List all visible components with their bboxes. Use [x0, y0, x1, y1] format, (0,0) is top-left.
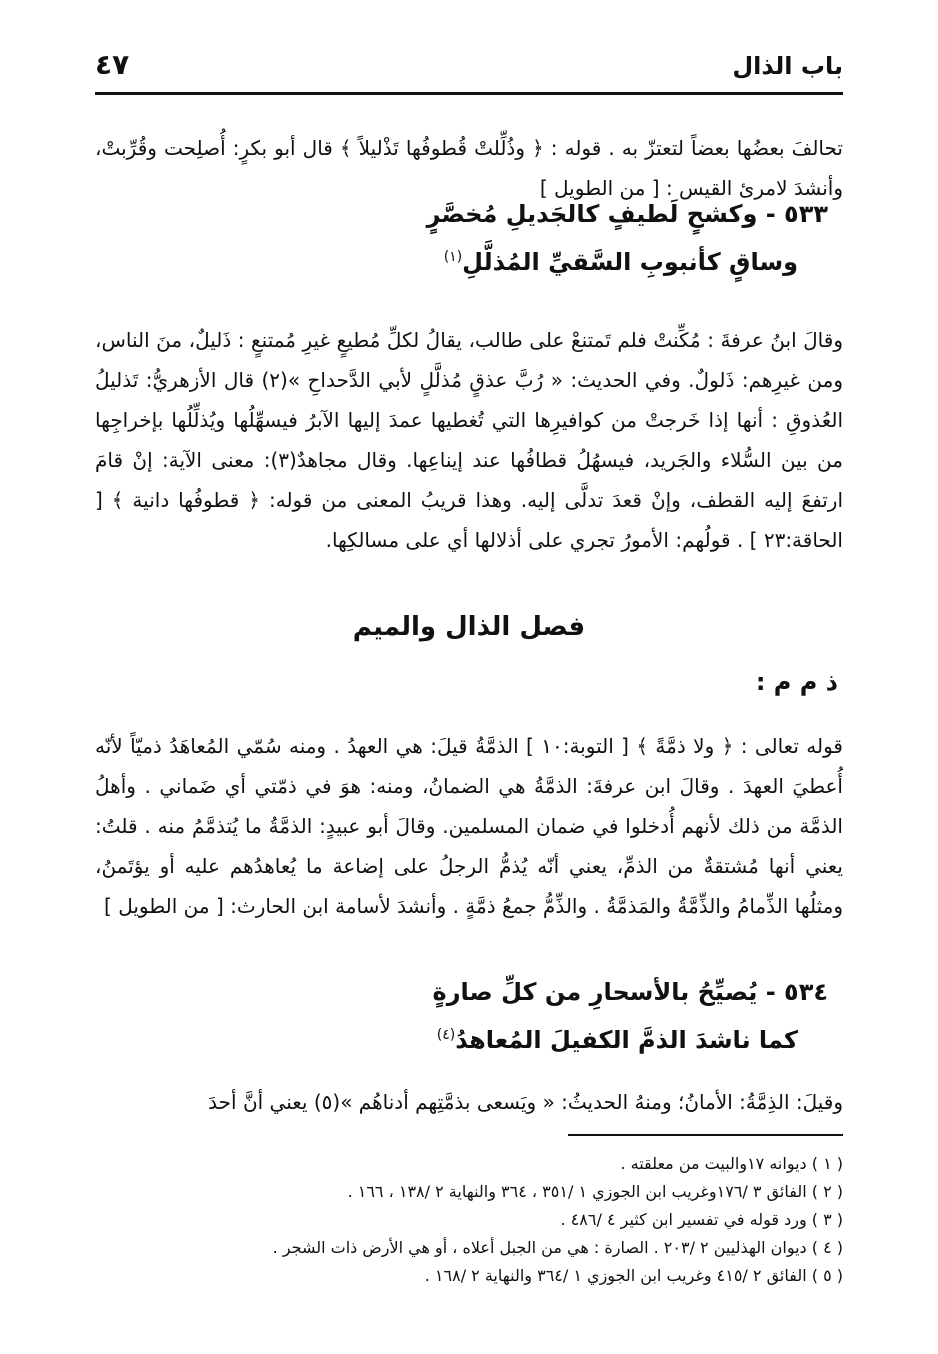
running-title: باب الذال	[732, 52, 843, 80]
verse-534-line-2	[437, 1026, 798, 1054]
header-rule	[95, 92, 843, 95]
verse-534-line-1	[433, 978, 828, 1006]
paragraph-1: تحالفَ بعضُها بعضاً لتعتزّ به . قوله : ﴿ وذُلِّلتْ قُطوفُها تَذْليلاً ﴾ قال أبو بكرٍ: أُصلِحت وقُرِّبتْ، وأنشدَ لامرئ القيس : [ من الطويل ]	[95, 136, 843, 200]
footnote-4: ( ٤ ) ديوان الهذليين ٢ /٢٠٣ . الصارة : هي من الجبل أعلاه ، أو هي الأرض ذات الشجر .	[272, 1238, 843, 1257]
footnote-3: ( ٣ ) ورد قوله في تفسير ابن كثير ٤ /٤٨٦ .	[560, 1210, 843, 1229]
page-header	[95, 40, 843, 90]
footnote-rule	[568, 1134, 843, 1136]
footnote-marker-1: (١)	[443, 249, 463, 265]
verse-533-line-1	[427, 200, 828, 228]
paragraph-3: قوله تعالى : ﴿ ولا ذمَّةً ﴾ [ التوبة:١٠ ] الذمَّةُ قيلَ: هي العهدُ . ومنه سُمّي المُعاهَدُ ذميّاً لأنّه أُعطيَ العهدَ . وقالَ ابن عرفةَ: الذمَّةُ هي الضمانُ، ومنه: هوَ في ذمّتي أي ضَماني . وأهلُ الذمَّة من ذلك لأنهم أُدخلوا في ضمان المسلمين. وقالَ أبو عبيدٍ: الذمَّةُ ما يُتذمَّمُ منه . قلتُ: يعني أنها مُشتقةٌ من الذمِّ، يعني أنّه يُذمُّ الرجلُ على إضاعة ما يُعاهدُهم عليه أو يؤتَمنُ، ومثلُها الذِّمامُ والذِّمَّةُ والمَذمَّةُ . والذِّمُّ جمعُ ذمَّةٍ . وأنشدَ لأسامة ابن الحارث: [ من الطويل ]	[95, 734, 843, 918]
root-entry: ذ م م :	[755, 668, 838, 696]
page-number: ٤٧	[95, 48, 130, 81]
section-heading: فصل الذال والميم	[352, 612, 586, 642]
paragraph-2: وقالَ ابنُ عرفةَ : مُكِّنتْ فلم تَمتنعْ على طالب، يقالُ لكلِّ مُطيعٍ غيرِ مُمتنعٍ : ذَليلٌ، منَ الناس، ومن غيرِهم: ذَلولٌ. وفي الحديث: « رُبَّ عذقٍ مُذلَّلٍ لأبي الدَّحداحِ »(٢) قال الأزهريُّ: تَذليلُ العُذوقِ : أنها إذا خَرجتْ من كوافيرِها التي تُغطيها عمدَ إليها الآبرُ فيسهِّلُها ويُذلِّلُها بإخراجِها من بين السُّلاء والجَريد، فيسهُلُ قطافُها عند إيناعِها. وقال مجاهدٌ(٣): معنى الآية: إنْ قامَ ارتفعَ إليه القطف، وإنْ قعدَ تدلَّى إليه. وهذا قريبُ المعنى من قوله: ﴿ قطوفُها دانية ﴾ [ الحاقة:٢٣ ] . قولُهم: الأمورُ تجري على أذلالها أي على مسالكِها.	[95, 328, 844, 552]
footnote-1: ( ١ ) ديوانه ١٧والبيت من معلقته .	[620, 1154, 843, 1173]
footnote-5: ( ٥ ) الفائق ٢ /٤١٥ وغريب ابن الجوزي ١ /٣٦٤ والنهاية ٢ /١٦٨ .	[424, 1266, 843, 1285]
footnote-2: ( ٢ ) الفائق ٣ /١٧٦وغريب ابن الجوزي ١ /٣٥١ ، ٣٦٤ والنهاية ٢ /١٣٨ ، ١٦٦ .	[347, 1182, 843, 1201]
verse-533-line-2	[444, 248, 798, 276]
footnotes-list	[95, 1150, 843, 1290]
verse-text: ٥٣٤ - يُصيِّحُ بالأسحارِ من كلِّ صارةٍ	[432, 978, 828, 1006]
verse-text: وساقٍ كأنبوبِ السَّقيِّ المُذلَّلِ	[462, 248, 798, 276]
verse-text: ٥٣٣ - وكشحٍ لَطيفٍ كالجَديلِ مُخصَّرٍ	[426, 200, 828, 228]
verse-text: كما ناشدَ الذمَّ الكفيلَ المُعاهدُ	[455, 1026, 798, 1054]
paragraph-4: وقيلَ: الذِمَّةُ: الأمانُ؛ ومنهُ الحديثُ: « ويَسعى بذمَّتِهم أدناهُم »(٥) يعني أنَّ أحدَ	[208, 1090, 843, 1114]
footnote-marker-4: (٤)	[436, 1027, 456, 1043]
